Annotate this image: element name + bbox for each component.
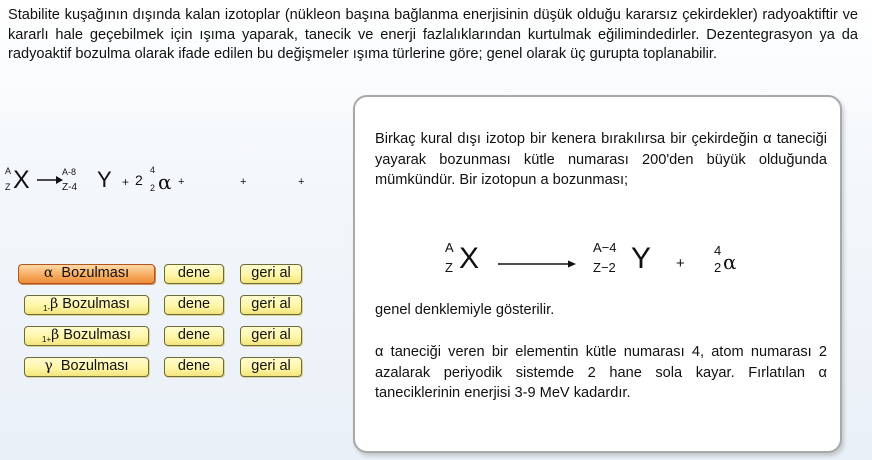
alpha-mass-number: 4 (150, 165, 156, 175)
plus-sign: + (676, 255, 685, 272)
try-button[interactable]: dene (164, 357, 224, 377)
plus-sign: + (240, 176, 247, 188)
arrow-icon (37, 175, 63, 185)
daughter-mass-number: A−4 (593, 240, 617, 255)
parent-nucleus-x: X (459, 242, 480, 275)
daughter-mass-number: A-8 (62, 167, 77, 177)
daughter-atomic-number: Z−2 (593, 260, 616, 275)
daughter-atomic-number: Z-4 (62, 182, 77, 193)
atomic-number-z: Z (5, 182, 11, 192)
alpha-coefficient: 2 (135, 172, 143, 188)
undo-button[interactable]: geri al (240, 264, 302, 284)
plus-sign: + (178, 176, 185, 188)
panel-paragraph-equation-note: genel denklemiyle gösterilir. (375, 302, 555, 318)
gamma-decay-button[interactable]: γ Bozulması (24, 357, 149, 377)
beta-minus-decay-button[interactable]: $_{1-}$β Bozulması (24, 295, 149, 315)
alpha-mass-number: 4 (714, 243, 722, 258)
undo-button[interactable]: geri al (240, 295, 302, 315)
undo-button[interactable]: geri al (240, 357, 302, 377)
parent-nucleus-x: X (13, 166, 30, 194)
alpha-atomic-number: 2 (714, 260, 722, 275)
atomic-number-z: Z (445, 260, 453, 275)
try-button[interactable]: dene (164, 295, 224, 315)
arrow-icon (498, 259, 576, 269)
daughter-nucleus-y: Y (631, 242, 652, 275)
panel-paragraph-intro: Birkaç kural dışı izotop bir kenera bırakılırsa bir çekirdeğin α taneciği yayarak bozunması kütle numarası 200'den büyük olduğunda mümkündür. Bir izotopun a bozunması; (375, 131, 827, 188)
intro-paragraph: Stabilite kuşağının dışında kalan izotoplar (nükleon başına bağlanma enerjisinin düşük olduğu kararsız çekirdekler) radyoaktiftir ve kararlı hale geçebilmek için ışıma yaparak, tanecik ve enerji fazlalıklarından kurtulmak eğilimindedirler. Dezentegrasyon ya da radyoaktif bozulma olarak ifade edilen bu değişmeler ışıma türlerine göre; genel olarak üç gurupta toplanabilir. (8, 7, 858, 62)
plus-sign: + (122, 175, 130, 189)
daughter-nucleus-y: Y (97, 167, 112, 192)
mass-number-a: A (445, 240, 454, 255)
try-button[interactable]: dene (164, 264, 224, 284)
alpha-atomic-number: 2 (150, 183, 156, 193)
alpha-particle: α (723, 250, 737, 274)
panel-paragraph-alpha-details: α taneciği veren bir elementin kütle numarası 4, atom numarası 2 azalarak periyodik sistemde 2 hane sola kayar. Fırlatılan α taneciklerinin enerjisi 3-9 MeV kadardır. (375, 344, 827, 401)
plus-sign: + (298, 176, 305, 188)
alpha-decay-button[interactable]: α Bozulması (18, 264, 155, 284)
info-panel (353, 95, 842, 453)
undo-button[interactable]: geri al (240, 326, 302, 346)
try-button[interactable]: dene (164, 326, 224, 346)
mass-number-a: A (5, 166, 12, 176)
beta-plus-decay-button[interactable]: $_{1+}$β Bozulması (24, 326, 149, 346)
alpha-particle: α (158, 170, 172, 194)
